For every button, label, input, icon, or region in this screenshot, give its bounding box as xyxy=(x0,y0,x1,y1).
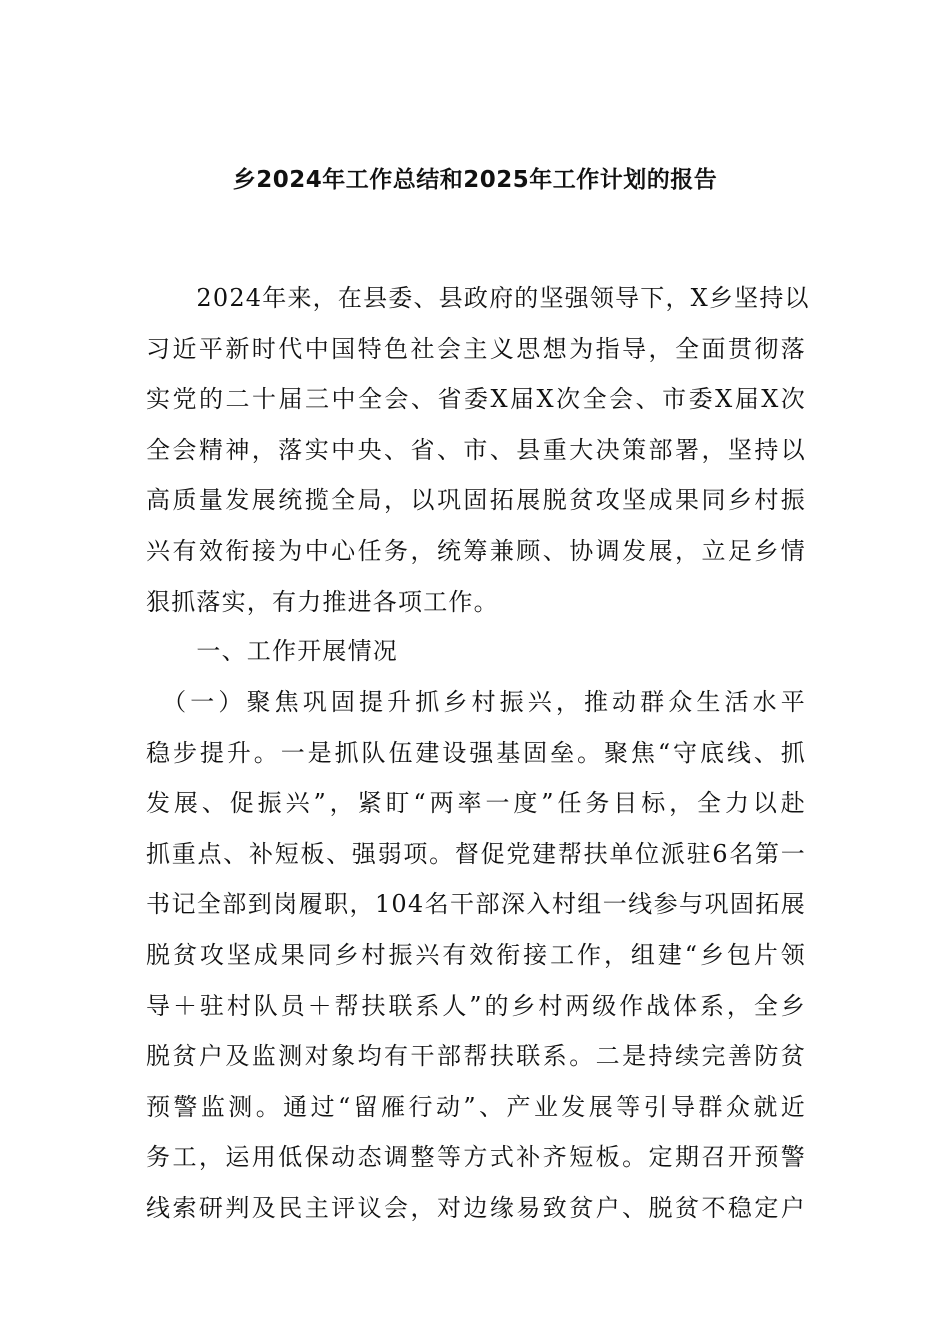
paragraph-line: 全会精神，落实中央、省、市、县重大决策部署，坚持以 xyxy=(146,435,806,464)
document-title: 乡2024年工作总结和2025年工作计划的报告 xyxy=(232,167,718,193)
paragraph-line: 线索研判及民主评议会，对边缘易致贫户、脱贫不稳定户 xyxy=(146,1193,806,1222)
paragraph-line: 务工，运用低保动态调整等方式补齐短板。定期召开预警 xyxy=(146,1143,806,1172)
subsection-paragraph xyxy=(146,677,806,1234)
paragraph-line: 导＋驻村队员＋帮扶联系人”的乡村两级作战体系，全乡 xyxy=(146,991,806,1020)
section-heading xyxy=(146,626,806,677)
paragraph-line: 稳步提升。一是抓队伍建设强基固垒。聚焦“守底线、抓 xyxy=(146,738,806,767)
paragraph-line: 狠抓落实，有力推进各项工作。 xyxy=(146,587,499,616)
paragraph-line: 脱贫户及监测对象均有干部帮扶联系。二是持续完善防贫 xyxy=(146,1042,806,1071)
paragraph-line: 发展、促振兴”，紧盯“两率一度”任务目标，全力以赴 xyxy=(146,789,806,818)
intro-paragraph xyxy=(146,273,810,627)
paragraph-line: 实党的二十届三中全会、省委X届X次全会、市委X届X次 xyxy=(146,385,806,414)
paragraph-line: 书记全部到岗履职，104名干部深入村组一线参与巩固拓展 xyxy=(146,890,806,919)
section-heading-text: 一、工作开展情况 xyxy=(146,637,398,665)
paragraph-line: 脱贫攻坚成果同乡村振兴有效衔接工作，组建“乡包片领 xyxy=(146,940,806,969)
paragraph-line: 2024年来，在县委、县政府的坚强领导下，X乡坚持以 xyxy=(146,284,810,312)
paragraph-line: 兴有效衔接为中心任务，统筹兼顾、协调发展，立足乡情 xyxy=(146,536,806,565)
paragraph-line: 预警监测。通过“留雁行动”、产业发展等引导群众就近 xyxy=(146,1092,806,1121)
paragraph-line: 高质量发展统揽全局，以巩固拓展脱贫攻坚成果同乡村振 xyxy=(146,486,806,515)
paragraph-line: 抓重点、补短板、强弱项。督促党建帮扶单位派驻6名第一 xyxy=(146,839,806,868)
paragraph-line: （一）聚焦巩固提升抓乡村振兴，推动群众生活水平 xyxy=(146,688,806,716)
paragraph-line: 习近平新时代中国特色社会主义思想为指导，全面贯彻落 xyxy=(146,334,806,363)
